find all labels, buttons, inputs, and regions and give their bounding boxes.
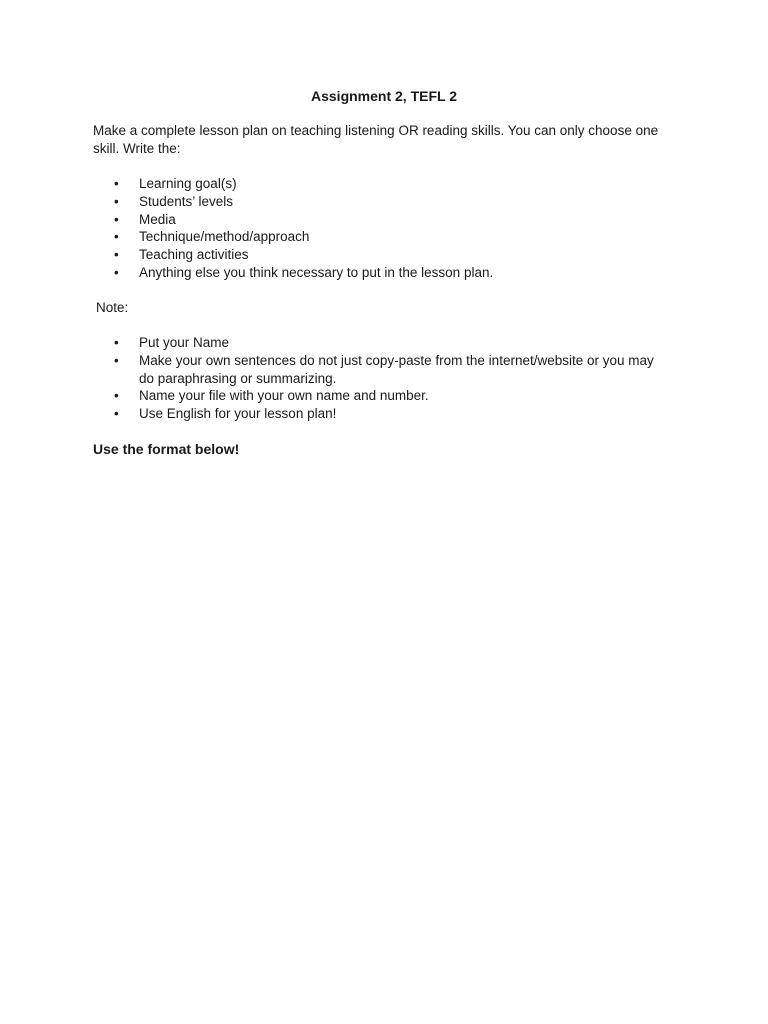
requirements-list (93, 175, 668, 282)
document-title: Assignment 2, TEFL 2 (311, 88, 457, 104)
list-item: • Teaching activities (93, 246, 668, 264)
list-item: • Technique/method/approach (93, 228, 668, 246)
list-item: • Use English for your lesson plan! (93, 405, 668, 423)
note-label: Note: (96, 300, 129, 315)
list-item: • Anything else you think necessary to put in the lesson plan. (93, 264, 668, 282)
intro-paragraph: Make a complete lesson plan on teaching listening OR reading skills. You can only choose one skill. Write the: (93, 123, 659, 156)
closing-instruction: Use the format below! (93, 441, 240, 457)
list-item: • Media (93, 211, 668, 229)
list-item: • Name your file with your own name and number. (93, 387, 668, 405)
list-item: • Make your own sentences do not just copy-paste from the internet/website or you may do paraphrasing or summarizing. (93, 352, 668, 388)
notes-list (93, 334, 668, 423)
list-item: • Put your Name (93, 334, 668, 352)
list-item: • Students’ levels (93, 193, 668, 211)
list-item: • Learning goal(s) (93, 175, 668, 193)
